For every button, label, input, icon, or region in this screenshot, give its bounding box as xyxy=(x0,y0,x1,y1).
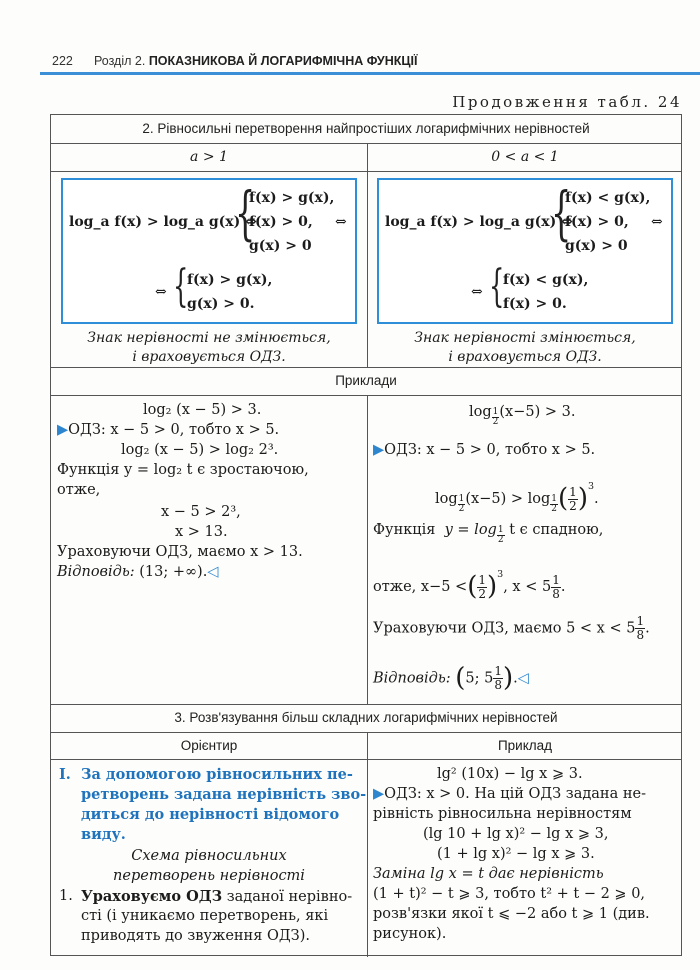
example-line: Ураховуючи ОДЗ, маємо 5 < x < 5 $\frac{1}{8}$ . xyxy=(373,614,650,642)
note-right: Знак нерівності змінюється, і враховується ОДЗ. xyxy=(414,330,636,365)
equiv-arrow: ⇔ xyxy=(471,284,483,300)
example-line: lg² (10x) − lg x ⩾ 3. xyxy=(437,766,583,782)
note-left: Знак нерівності не змінюється, і враховується ОДЗ. xyxy=(87,330,331,365)
step-text: Ураховуємо ОДЗ заданої нерівно- xyxy=(81,888,353,905)
scheme-caption: Схема рівносильних xyxy=(131,848,287,864)
example-line: x > 13. xyxy=(175,524,228,540)
example-line: ▶ОДЗ: x > 0. На цій ОДЗ задана не- xyxy=(373,786,646,802)
example-line: Функція y = log $\frac{1}{2}$ t є спадною, xyxy=(373,522,604,545)
example-line: log₂ (x − 5) > log₂ 2³. xyxy=(121,442,279,458)
system-line: f(x) < g(x), xyxy=(503,272,589,288)
solution-end-icon: ◁ xyxy=(517,670,529,687)
brace-icon: { xyxy=(173,261,189,312)
example-line: рівність рівносильна нерівностям xyxy=(373,806,632,822)
system-line: g(x) > 0 xyxy=(565,238,628,254)
equiv-arrow: ⇔ xyxy=(651,214,663,230)
guide-text: виду. xyxy=(81,826,126,843)
example-line: Заміна lg x = t дає нерівність xyxy=(373,866,604,882)
col-header-example: Приклад xyxy=(497,738,553,753)
col-header-a-gt-1: a > 1 xyxy=(190,149,228,165)
system-line: f(x) < g(x), xyxy=(565,190,651,206)
rule xyxy=(51,759,681,760)
system-line: f(x) > g(x), xyxy=(249,190,335,206)
brace-icon: { xyxy=(235,179,256,247)
header-rule xyxy=(40,72,700,75)
system-line: g(x) > 0 xyxy=(249,238,312,254)
example-line: log $\frac{1}{2}$ (x−5) > log $\frac{1}{2}$ ( $\frac{1}{2}$ )$^3$. xyxy=(435,481,599,514)
guide-text: ретворень задана нерівність зво- xyxy=(81,786,367,803)
col-header-a-lt-1: 0 < a < 1 xyxy=(491,149,559,165)
page-header xyxy=(40,44,700,74)
guide-item-number: I. xyxy=(59,766,71,783)
formula-box-right xyxy=(377,178,673,324)
example-line: Ураховуючи ОДЗ, маємо x > 13. xyxy=(57,544,303,560)
brace-icon: { xyxy=(551,179,572,247)
example-line: рисунок). xyxy=(373,926,447,942)
guide-text: диться до нерівності відомого xyxy=(81,806,340,823)
solution-end-icon: ◁ xyxy=(207,564,219,580)
scheme-caption: перетворень нерівності xyxy=(113,868,305,884)
example-line: log $\frac{1}{2}$ (x−5) > 3. xyxy=(469,404,576,427)
example-line: розв'язки якої t ⩽ −2 або t ⩾ 1 (див. xyxy=(373,906,650,922)
part3-title: 3. Розв'язування більш складних логарифмічних нерівностей xyxy=(174,710,558,725)
solution-start-icon: ▶ xyxy=(57,422,69,438)
rule xyxy=(51,143,681,144)
table-continuation-label: Продовження табл. 24 xyxy=(452,93,682,111)
example-line: log₂ (x − 5) > 3. xyxy=(143,402,262,418)
brace-icon: { xyxy=(489,261,505,312)
system-line: f(x) > 0. xyxy=(503,296,567,312)
solution-start-icon: ▶ xyxy=(373,786,385,802)
rule xyxy=(51,367,681,368)
system-line: f(x) > g(x), xyxy=(187,272,273,288)
example-line: x − 5 > 2³, xyxy=(161,504,241,520)
system-line: g(x) > 0. xyxy=(187,296,255,312)
rule xyxy=(51,704,681,705)
examples-title: Приклади xyxy=(335,373,397,388)
example-line: отже, xyxy=(57,482,101,498)
formula-box-left xyxy=(61,178,357,324)
part2-title: 2. Рівносильні перетворення найпростіших логарифмічних нерівностей xyxy=(142,121,590,136)
example-line: (lg 10 + lg x)² − lg x ⩾ 3, xyxy=(423,826,609,842)
step-text: сті (і уникаємо перетворень, які xyxy=(81,908,329,924)
section-title: Розділ 2. ПОКАЗНИКОВА Й ЛОГАРИФМІЧНА ФУНКЦІЇ xyxy=(94,54,418,68)
rule xyxy=(51,395,681,396)
example-line: Функція y = log₂ t є зростаючою, xyxy=(57,462,309,478)
guide-text: За допомогою рівносильних пе- xyxy=(81,766,353,783)
step-text: приводять до звуження ОДЗ). xyxy=(81,928,310,944)
table-24 xyxy=(50,114,682,956)
rule xyxy=(367,395,368,704)
rule xyxy=(367,732,368,957)
example-line: (1 + lg x)² − lg x ⩾ 3. xyxy=(437,846,595,862)
example-line: ▶ОДЗ: x − 5 > 0, тобто x > 5. xyxy=(373,442,596,458)
example-answer: Відповідь: (5; 5 $\frac{1}{8}$ ).◁ xyxy=(373,662,529,693)
equiv-arrow: ⇔ xyxy=(155,284,167,300)
step-number: 1. xyxy=(59,888,73,904)
example-line: (1 + t)² − t ⩾ 3, тобто t² + t − 2 ⩾ 0, xyxy=(373,886,646,902)
solution-start-icon: ▶ xyxy=(373,442,385,458)
example-line: ▶ОДЗ: x − 5 > 0, тобто x > 5. xyxy=(57,422,280,438)
formula-main: log_a f(x) > log_a g(x) ⇔ xyxy=(385,214,573,230)
rule xyxy=(51,171,681,172)
example-answer: Відповідь: (13; +∞).◁ xyxy=(57,564,219,580)
system-line: f(x) > 0, xyxy=(565,214,629,230)
example-line: отже, x−5 <( $\frac{1}{2}$ )$^3$, x < 5 $\frac{1}{8}$ . xyxy=(373,569,566,602)
system-line: f(x) > 0, xyxy=(249,214,313,230)
formula-main: log_a f(x) > log_a g(x) ⇔ xyxy=(69,214,257,230)
rule xyxy=(51,732,681,733)
page-number: 222 xyxy=(52,54,73,68)
equiv-arrow: ⇔ xyxy=(335,214,347,230)
col-header-guide: Орієнтир xyxy=(180,738,238,753)
